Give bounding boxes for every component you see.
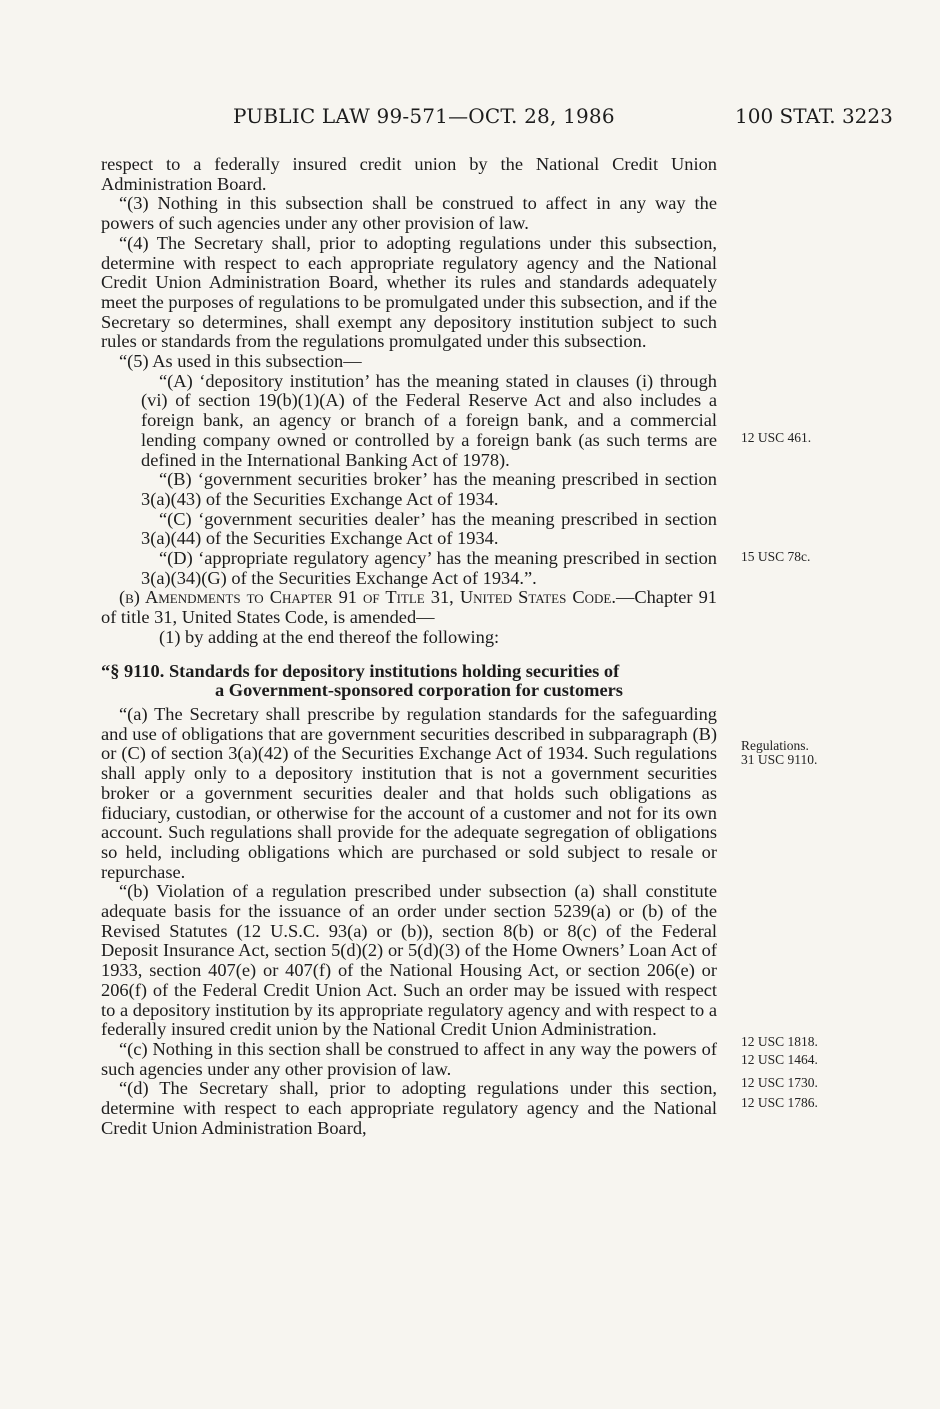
- body-text: [101, 155, 717, 1138]
- amendments-paragraph: [101, 588, 717, 627]
- section-heading-line2: a Government-sponsored corporation for customers: [215, 680, 623, 701]
- margin-note-12-usc-1818: 12 USC 1818.: [741, 1034, 818, 1049]
- page-header: [0, 104, 940, 136]
- subsection-d: “(d) The Secretary shall, prior to adopting regulations under this section, determine with respect to each appropriate regulatory agency and the National Credit Union Administration Board,: [101, 1078, 717, 1138]
- margin-note-12-usc-1786: 12 USC 1786.: [741, 1095, 818, 1110]
- amendment-item-1: (1) by adding at the end thereof the following:: [159, 626, 500, 647]
- paragraph-continuation: respect to a federally insured credit union by the National Credit Union Administration Board.: [101, 154, 717, 194]
- margin-note-regulations: Regulations.: [741, 738, 809, 753]
- margin-note-12-usc-1730: 12 USC 1730.: [741, 1075, 818, 1090]
- margin-note-12-usc-1464: 12 USC 1464.: [741, 1052, 818, 1067]
- definition-a: “(A) ‘depository institution’ has the meaning stated in clauses (i) through (vi) of section 19(b)(1)(A) of the Federal Reserve Act and also includes a foreign bank, an agency or branch of a foreign bank, and a commercial lending company owned or controlled by a foreign bank (as such terms are defined in the International Banking Act of 1978).: [141, 370, 717, 470]
- subsection-a: “(a) The Secretary shall prescribe by regulation standards for the safeguarding and use of obligations that are government securities described in subparagraph (B) or (C) of section 3(a)(42) of the Securities Exchange Act of 1934. Such regulations shall apply only to a depository institution that is not a government securities broker or a government securities dealer and that holds such obligations as fiduciary, custodian, or otherwise for the account of a customer and not for its own account. Such regulations shall provide for the adequate segregation of obligations so held, including obligations which are purchased or sold subject to resale or repurchase.: [101, 703, 717, 882]
- paragraph-3: “(3) Nothing in this subsection shall be construed to affect in any way the powers of such agencies under any other provision of law.: [101, 193, 717, 234]
- margin-note-31-usc-9110: 31 USC 9110.: [741, 752, 818, 767]
- section-heading: [101, 662, 717, 701]
- margin-note-12-usc-461: 12 USC 461.: [741, 430, 812, 445]
- definition-b: “(B) ‘government securities broker’ has the meaning prescribed in section 3(a)(43) of the Securities Exchange Act of 1934.: [141, 469, 717, 509]
- paragraph-5: “(5) As used in this subsection—: [119, 351, 362, 372]
- law-title: PUBLIC LAW 99-571—OCT. 28, 1986: [233, 104, 615, 128]
- definition-d: “(D) ‘appropriate regulatory agency’ has the meaning prescribed in section 3(a)(34)(G) of the Securities Exchange Act of 1934.”.: [141, 548, 717, 588]
- margin-note-15-usc-78c: 15 USC 78c.: [741, 549, 811, 564]
- subsection-c: “(c) Nothing in this section shall be construed to affect in any way the powers of such agencies under any other provision of law.: [101, 1038, 717, 1079]
- definition-c: “(C) ‘government securities dealer’ has the meaning prescribed in section 3(a)(44) of the Securities Exchange Act of 1934.: [141, 508, 717, 549]
- amendments-text: —Chapter 91 of title 31, United States Code, is amended—: [101, 587, 717, 628]
- statute-page-number: 100 STAT. 3223: [735, 104, 893, 128]
- section-heading-line1: “§ 9110. Standards for depository institutions holding securities of: [101, 660, 620, 681]
- subsection-b: “(b) Violation of a regulation prescribed under subsection (a) shall constitute adequate basis for the issuance of an order under section 5239(a) or (b) of the Revised Statutes (12 U.S.C. 93(a) or (b)), section 8(b) or 8(c) of the Federal Deposit Insurance Act, section 5(d)(2) or 5(d)(3) of the Home Owners’ Loan Act of 1933, section 407(e) or 407(f) of the National Housing Act, or section 206(e) or 206(f) of the Federal Credit Union Act. Such an order may be issued with respect to a depository institution by its appropriate regulatory agency and with respect to a federally insured credit union by the National Credit Union Administration.: [101, 881, 717, 1040]
- paragraph-4: “(4) The Secretary shall, prior to adopting regulations under this subsection, determine with respect to each appropriate regulatory agency and the National Credit Union Administration Board, whether its rules and standards adequately meet the purposes of regulations to be promulgated under this subsection, and if the Secretary so determines, shall exempt any depository institution subject to such rules or standards from the regulations promulgated under this subsection.: [101, 232, 717, 352]
- amendments-heading: (b) Amendments to Chapter 91 of Title 31, United States Code.: [119, 587, 616, 608]
